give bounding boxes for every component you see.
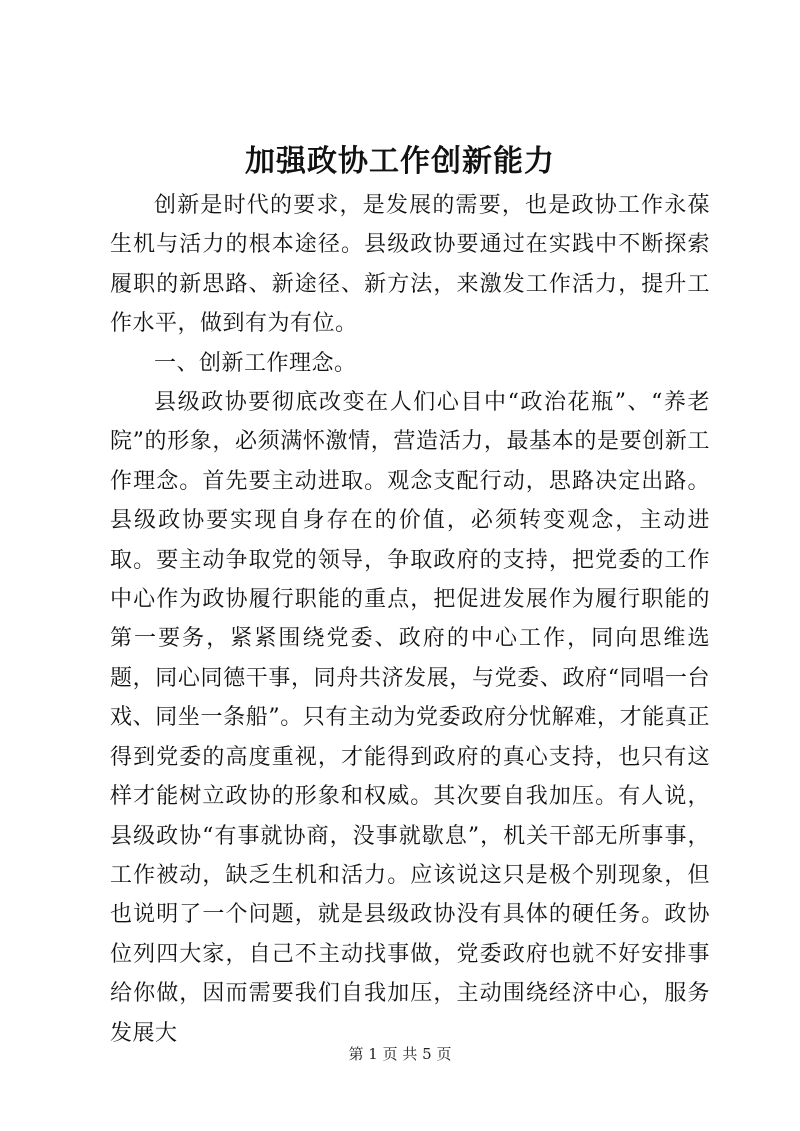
- page-footer: 第 1 页 共 5 页: [348, 1045, 452, 1063]
- paragraph-section-1: 县级政协要彻底改变在人们心目中“政治花瓶”、“养老院”的形象，必须满怀激情，营造活力，最基本的是要创新工作理念。首先要主动进取。观念支配行动，思路决定出路。县级政协要实现自身存在的价值，必须转变观念，主动进取。要主动争取党的领导，争取政府的支持，把党委的工作中心作为政协履行职能的重点，把促进发展作为履行职能的第一要务，紧紧围绕党委、政府的中心工作，同向思维选题，同心同德干事，同舟共济发展，与党委、政府“同唱一台戏、同坐一条船”。只有主动为党委政府分忧解难，才能真正得到党委的高度重视，才能得到政府的真心支持，也只有这样才能树立政协的形象和权威。其次要自我加压。有人说，县级政协“有事就协商，没事就歇息”，机关干部无所事事，工作被动，缺乏生机和活力。应该说这只是极个别现象，但也说明了一个问题，就是县级政协没有具体的硬任务。政协位列四大家，自己不主动找事做，党委政府也就不好安排事给你做，因而需要我们自我加压，主动围绕经济中心，服务发展大: [110, 390, 710, 1046]
- document-title: 加强政协工作创新能力: [245, 144, 555, 179]
- paragraph-intro: 创新是时代的要求，是发展的需要，也是政协工作永葆生机与活力的根本途径。县级政协要通过在实践中不断探索履职的新思路、新途径、新方法，来激发工作活力，提升工作水平，做到有为有位。: [110, 193, 710, 337]
- document-body: [110, 186, 710, 1053]
- paragraph-heading-1: 一、创新工作理念。: [154, 350, 357, 376]
